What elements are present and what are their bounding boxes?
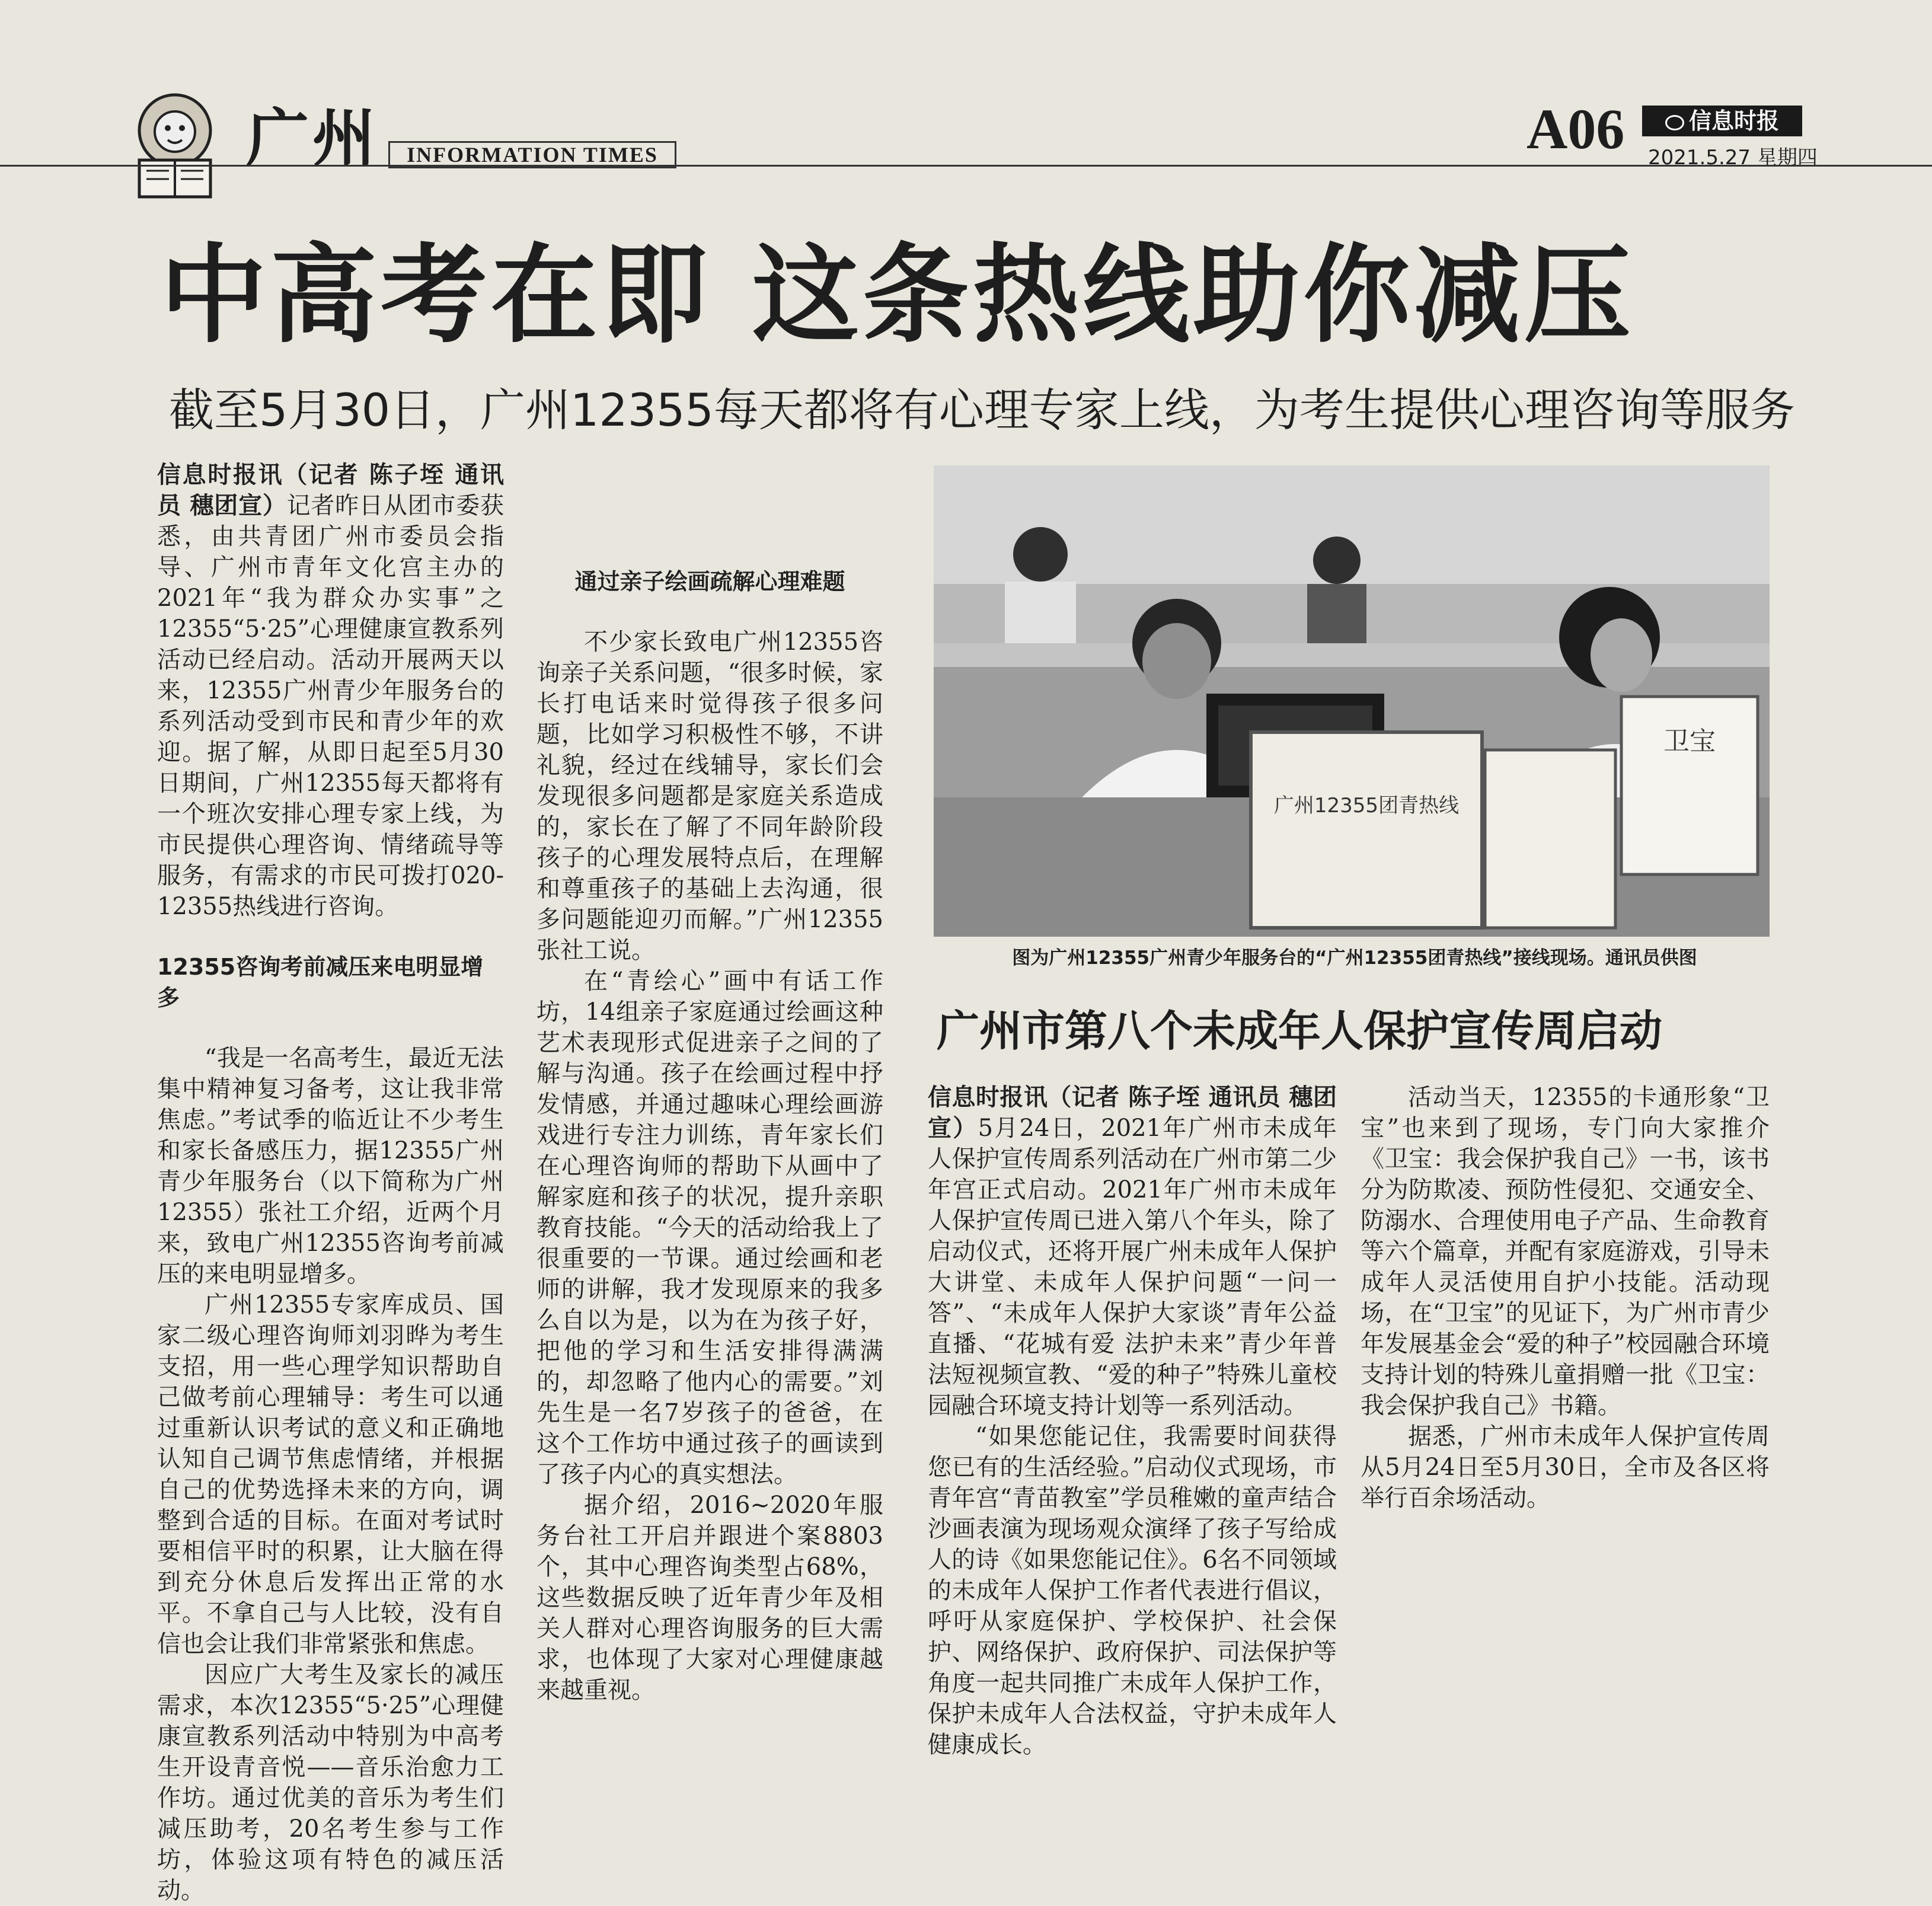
article1-column-1	[157, 459, 504, 1904]
newspaper-band: INFORMATION TIMES	[388, 141, 676, 168]
article2-paragraph: “如果您能记住，我需要时间获得您已有的生活经验。”启动仪式现场，市青年宫“青苗教室”学员稚嫩的童声结合沙画表演为现场观众演绎了孩子写给成人的诗《如果您能记住》。6名不同领域的未成年人保护工作者代表进行倡议，呼吁从家庭保护、学校保护、社会保护、网络保护、政府保护、司法保护等角度一起共同推广未成年人保护工作，保护未成年人合法权益，守护未成年人健康成长。	[928, 1423, 1337, 1758]
brand-eye-icon	[1665, 115, 1684, 130]
article1-byline: 信息时报讯（记者 陈子垤 通讯员 穗团宣）	[157, 461, 504, 519]
article1-column-2	[537, 459, 883, 1704]
weibao-book-title: 卫宝	[1663, 726, 1716, 756]
issue-date: 2021.5.27 星期四	[1648, 146, 1818, 170]
article1-paragraph	[157, 459, 504, 922]
article2-text: 5月24日，2021年广州市未成年人保护宣传周系列活动在广州市第二少年宫正式启动。2021年广州市未成年人保护宣传周已进入第八个年头，除了启动仪式，还将开展广州未成年人保护大讲堂、未成年人保护问题“一问一答”、“未成年人保护大家谈”青年公益直播、“花城有爱 法护未来”青少年普法短视频宣教、“爱的种子”特殊儿童校园融合环境支持计划等一系列活动。	[928, 1115, 1337, 1419]
article1-paragraph: 广州12355专家库成员、国家二级心理咨询师刘羽晔为考生支招，用一些心理学知识帮助自己做考前心理辅导：考生可以通过重新认识考试的意义和正确地认知自己调节焦虑情绪，并根据自己的优势选择未来的方向，调整到合适的目标。在面对考试时要相信平时的积累，让大脑在得到充分休息后发挥出正常的水平。不拿自己与人比较，没有自信也会让我们非常紧张和焦虑。	[157, 1291, 504, 1658]
brand-badge	[1642, 106, 1802, 136]
masthead-rule	[0, 165, 1932, 167]
article2-column-1	[928, 1082, 1337, 1758]
article2-paragraph: 据悉，广州市未成年人保护宣传周从5月24日至5月30日，全市及各区将举行百余场活动。	[1361, 1423, 1770, 1512]
article2-paragraph	[928, 1082, 1337, 1421]
article2-column-2	[1361, 1082, 1770, 1556]
main-subheadline: 截至5月30日，广州12355每天都将有心理专家上线，为考生提供心理咨询等服务	[169, 384, 1795, 436]
article1-paragraph: 在“青绘心”画中有话工作坊，14组亲子家庭通过绘画这种艺术表现形式促进亲子之间的了解与沟通。孩子在绘画过程中抒发情感，并通过趣味心理绘画游戏进行专注力训练，青年家长们在心理咨询师的帮助下从画中了解家庭和孩子的状况，提升亲职教育技能。“今天的活动给我上了很重要的一节课。通过绘画和老师的讲解，我才发现原来的我多么自以为是，以为在为孩子好，把他的学习和生活安排得满满的，却忽略了他内心的需要。”刘先生是一名7岁孩子的爸爸，在这个工作坊中通过孩子的画读到了孩子内心的真实想法。	[537, 968, 883, 1488]
hotline-photo	[934, 465, 1770, 937]
lion-mascot-logo	[127, 89, 222, 202]
article2-paragraph: 活动当天，12355的卡通形象“卫宝”也来到了现场，专门向大家推介《卫宝：我会保护我自己》一书，该书分为防欺凌、预防性侵犯、交通安全、防溺水、合理使用电子产品、生命教育等六个篇章，并配有家庭游戏，引导未成年人灵活使用自护小技能。活动现场，在“卫宝”的见证下，为广州市青少年发展基金会“爱的种子”校园融合环境支持计划的特殊儿童捐赠一批《卫宝：我会保护我自己》书籍。	[1361, 1084, 1770, 1419]
page-number: A06	[1527, 97, 1625, 161]
brand-name: 信息时报	[1688, 108, 1779, 134]
article1-paragraph: “我是一名高考生，最近无法集中精神复习备考，这让我非常焦虑。”考试季的临近让不少考生和家长备感压力，据12355广州青少年服务台（以下简称为广州12355）张社工介绍，近两个月来，致电广州12355咨询考前减压的来电明显增多。	[157, 1045, 504, 1288]
article1-subheading: 12355咨询考前减压来电明显增多	[157, 954, 484, 1011]
hotline-sign-text: 广州12355团青热线	[1273, 794, 1460, 818]
article1-paragraph: 不少家长致电广州12355咨询亲子关系问题，“很多时候，家长打电话来时觉得孩子很多问题，比如学习积极性不够，不讲礼貌，经过在线辅导，家长们会发现很多问题都是家庭关系造成的，家长在了解了不同年龄阶段孩子的心理发展特点后，在理解和尊重孩子的基础上去沟通，很多问题能迎刃而解。”广州12355张社工说。	[537, 628, 883, 964]
article1-paragraph: 因应广大考生及家长的减压需求，本次12355“5·25”心理健康宣教系列活动中特别为中高考生开设青音悦——音乐治愈力工作坊。通过优美的音乐为考生们减压助考，20名考生参与工作坊，体验这项有特色的减压活动。	[157, 1661, 504, 1904]
article1-paragraph: 据介绍，2016~2020年服务台社工开启并跟进个案8803个，其中心理咨询类型占68%，这些数据反映了近年青少年及相关人群对心理咨询服务的巨大需求，也体现了大家对心理健康越来越重视。	[537, 1492, 883, 1704]
article1-subheading: 通过亲子绘画疏解心理难题	[574, 569, 845, 595]
article1-text: 记者昨日从团市委获悉，由共青团广州市委员会指导、广州市青年文化宫主办的2021年“我为群众办实事”之12355“5·25”心理健康宣教系列活动已经启动。活动开展两天以来，12355广州青少年服务台的系列活动受到市民和青少年的欢迎。据了解，从即日起至5月30日期间，广州12355每天都将有一个班次安排心理专家上线，为市民提供心理咨询、情绪疏导等服务，有需求的市民可拨打020-12355热线进行咨询。	[157, 492, 504, 920]
article2-byline: 信息时报讯（记者 陈子垤 通讯员 穗团宣）	[928, 1084, 1337, 1142]
section-title: 广州	[246, 101, 379, 175]
article2-headline: 广州市第八个未成年人保护宣传周启动	[937, 1006, 1663, 1056]
main-headline: 中高考在即 这条热线助你减压	[160, 234, 1634, 357]
photo-caption: 图为广州12355广州青少年服务台的“广州12355团青热线”接线现场。通讯员供图	[1012, 947, 1697, 969]
